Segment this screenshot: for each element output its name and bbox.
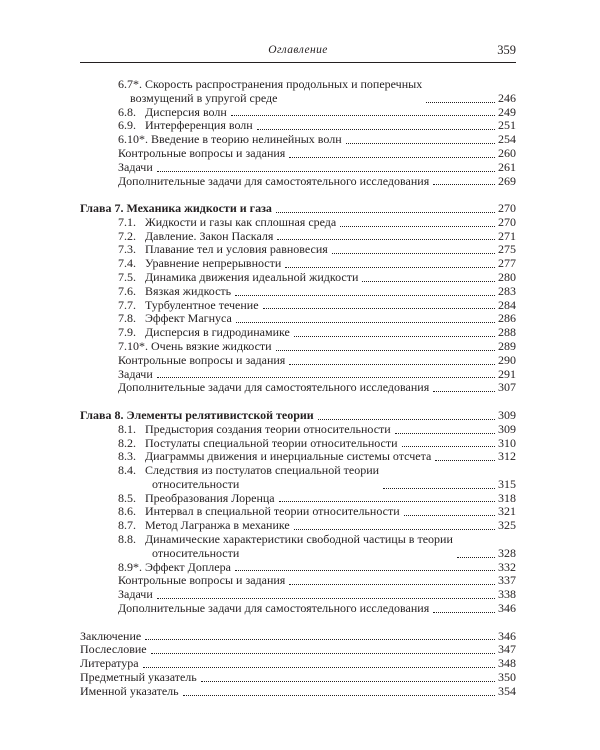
leader-dots (426, 102, 495, 103)
toc-entry[interactable] (80, 519, 516, 533)
toc-entry-page: 310 (498, 436, 516, 450)
toc-entry-page: 312 (498, 450, 516, 464)
section-group (80, 78, 516, 188)
toc-entry-page: 325 (498, 519, 516, 533)
toc-entry-label: 8.1. Предыстория создания теории относительности (118, 422, 391, 436)
leader-dots (276, 212, 495, 213)
toc-entry-page: 291 (498, 367, 516, 381)
toc-entry-page: 269 (498, 174, 516, 188)
back-matter-group (80, 630, 516, 699)
toc-entry-page: 321 (498, 505, 516, 519)
leader-dots (340, 226, 495, 227)
toc-entry-page: 261 (498, 160, 516, 174)
toc-entry-page: 315 (498, 476, 516, 491)
section-group (80, 423, 516, 616)
running-header (80, 44, 516, 58)
toc-entry[interactable] (80, 299, 516, 313)
toc-entry[interactable] (80, 285, 516, 299)
toc-entry[interactable] (80, 492, 516, 506)
toc-entry-label: 8.4. Следствия из постулатов специальной теории (118, 464, 380, 478)
toc-entry-label: 8.7. Метод Лагранжа в механике (118, 519, 290, 533)
toc-entry-label: 7.8. Эффект Магнуса (118, 312, 232, 326)
leader-dots (289, 157, 495, 158)
chapter-page: 309 (498, 408, 516, 422)
toc-entry-page: 348 (498, 657, 516, 671)
toc-entry-label: Дополнительные задачи для самостоятельного исследования (118, 174, 430, 188)
leader-dots (157, 598, 495, 599)
leader-dots (433, 391, 495, 392)
leader-dots (404, 515, 495, 516)
leader-dots (235, 295, 495, 296)
toc-entry-page: 275 (498, 243, 516, 257)
toc-entry[interactable] (80, 381, 516, 395)
toc-entry-label: 6.8. Дисперсия волн (118, 105, 227, 119)
toc-entry-label: 8.2. Постулаты специальной теории относительности (118, 436, 398, 450)
toc-entry[interactable] (80, 602, 516, 616)
toc-entry[interactable] (80, 368, 516, 382)
toc-entry[interactable] (80, 271, 516, 285)
toc-entry-page: 260 (498, 146, 516, 160)
leader-dots (183, 695, 495, 696)
toc-entry-label: Контрольные вопросы и задания (118, 574, 286, 588)
leader-dots (279, 501, 495, 502)
toc-entry[interactable] (80, 671, 516, 685)
toc-entry[interactable] (80, 161, 516, 175)
toc-entry[interactable] (80, 354, 516, 368)
toc-entry-label: 6.10*. Введение в теорию нелинейных волн (118, 133, 342, 147)
toc-entry-label: Задачи (118, 160, 153, 174)
toc-entry-label: Послесловие (80, 643, 147, 657)
leader-dots (145, 639, 495, 640)
leader-dots (395, 433, 495, 434)
toc-entry-label: 7.3. Плавание тел и условия равновесия (118, 243, 328, 257)
toc-entry[interactable] (80, 464, 516, 492)
toc-entry-page: 346 (498, 629, 516, 643)
toc-entry-label: 7.2. Давление. Закон Паскаля (118, 229, 274, 243)
header-rule (80, 62, 516, 63)
leader-dots (157, 171, 495, 172)
toc-entry-page: 290 (498, 353, 516, 367)
toc-entry-label: 8.5. Преобразования Лоренца (118, 491, 275, 505)
toc-entry-label: Именной указатель (80, 684, 179, 698)
toc-entry[interactable] (80, 450, 516, 464)
leader-dots (433, 612, 495, 613)
toc-entry-label: Заключение (80, 629, 142, 643)
toc-entry-page: 347 (498, 643, 516, 657)
toc-entry[interactable] (80, 657, 516, 671)
toc-entry-page: 283 (498, 284, 516, 298)
toc-entry[interactable] (80, 685, 516, 699)
toc-entry[interactable] (80, 78, 516, 106)
leader-dots (231, 115, 495, 116)
toc-entry-label: Задачи (118, 588, 153, 602)
toc-entry-page: 350 (498, 670, 516, 684)
toc-entry[interactable] (80, 312, 516, 326)
toc-entry-label: 7.7. Турбулентное течение (118, 298, 259, 312)
toc-entry-label: 8.3. Диаграммы движения и инерциальные системы отсчета (118, 450, 432, 464)
toc-entry-page: 318 (498, 491, 516, 505)
toc-entry[interactable] (80, 119, 516, 133)
toc-entry-label: 7.9. Дисперсия в гидродинамике (118, 326, 290, 340)
toc-entry-page: 251 (498, 119, 516, 133)
toc-entry-label-cont: относительности (152, 476, 240, 491)
toc-entry-label: 8.9*. Эффект Доплера (118, 560, 231, 574)
leader-dots (289, 584, 495, 585)
leader-dots (294, 336, 495, 337)
leader-dots (157, 377, 495, 378)
toc-entry[interactable] (80, 340, 516, 354)
toc-entry-page: 249 (498, 105, 516, 119)
leader-dots (143, 667, 495, 668)
chapter-title: Глава 7. Механика жидкости и газа (80, 202, 272, 216)
toc-entry-label: Дополнительные задачи для самостоятельного исследования (118, 602, 430, 616)
toc-entry-label: 6.9. Интерференция волн (118, 119, 253, 133)
toc-entry-page: 254 (498, 133, 516, 147)
toc-entry-label: Предметный указатель (80, 670, 197, 684)
toc-entry-label: 7.10*. Очень вязкие жидкости (118, 340, 272, 354)
toc-entry-label: Литература (80, 657, 139, 671)
toc-entry-page: 338 (498, 588, 516, 602)
leader-dots (457, 557, 495, 558)
toc-entry[interactable] (80, 133, 516, 147)
leader-dots (433, 184, 495, 185)
toc-entry[interactable] (80, 630, 516, 644)
toc-entry-label: 8.8. Динамические характеристики свободной частицы в теории (118, 533, 453, 547)
toc-entry-label: Контрольные вопросы и задания (118, 353, 286, 367)
toc-entry-label: Дополнительные задачи для самостоятельного исследования (118, 381, 430, 395)
table-of-contents (80, 78, 516, 699)
toc-entry-page: 354 (498, 684, 516, 698)
leader-dots (277, 239, 495, 240)
toc-entry[interactable] (80, 106, 516, 120)
leader-dots (285, 267, 495, 268)
toc-entry-page: 289 (498, 340, 516, 354)
leader-dots (236, 322, 495, 323)
toc-entry-page: 271 (498, 229, 516, 243)
section-group (80, 216, 516, 395)
leader-dots (235, 570, 495, 571)
toc-entry[interactable] (80, 643, 516, 657)
toc-entry-page: 280 (498, 271, 516, 285)
chapter-7-entry[interactable] (80, 202, 516, 216)
toc-entry-page: 337 (498, 574, 516, 588)
leader-dots (435, 460, 495, 461)
toc-entry[interactable] (80, 216, 516, 230)
toc-entry-page: 284 (498, 298, 516, 312)
leader-dots (201, 681, 495, 682)
toc-entry[interactable] (80, 230, 516, 244)
header-title: Оглавление (268, 44, 328, 56)
toc-entry-page: 328 (498, 545, 516, 560)
leader-dots (151, 653, 495, 654)
toc-entry-label: Контрольные вопросы и задания (118, 146, 286, 160)
toc-entry-page: 288 (498, 326, 516, 340)
leader-dots (332, 253, 495, 254)
toc-entry-page: 246 (498, 90, 516, 105)
leader-dots (289, 364, 495, 365)
leader-dots (402, 446, 495, 447)
toc-entry-label-cont: относительности (152, 545, 240, 560)
toc-entry-page: 286 (498, 312, 516, 326)
toc-entry[interactable] (80, 423, 516, 437)
toc-entry-page: 309 (498, 422, 516, 436)
toc-entry[interactable] (80, 574, 516, 588)
toc-entry-label-cont: возмущений в упругой среде (130, 90, 278, 105)
chapter-title: Глава 8. Элементы релятивистской теории (80, 408, 314, 422)
leader-dots (318, 419, 495, 420)
toc-entry-label: 6.7*. Скорость распространения продольных и поперечных (118, 78, 423, 91)
toc-entry[interactable] (80, 243, 516, 257)
toc-entry[interactable] (80, 533, 516, 561)
leader-dots (346, 143, 495, 144)
toc-entry-page: 332 (498, 560, 516, 574)
toc-entry[interactable] (80, 257, 516, 271)
toc-entry-page: 346 (498, 602, 516, 616)
toc-entry[interactable] (80, 588, 516, 602)
leader-dots (276, 350, 495, 351)
toc-entry[interactable] (80, 175, 516, 189)
toc-entry-label: 8.6. Интервал в специальной теории относительности (118, 505, 400, 519)
toc-entry[interactable] (80, 147, 516, 161)
leader-dots (383, 488, 495, 489)
toc-entry-label: 7.4. Уравнение непрерывности (118, 257, 282, 271)
toc-entry[interactable] (80, 326, 516, 340)
toc-entry-page: 307 (498, 381, 516, 395)
toc-entry-page: 270 (498, 215, 516, 229)
chapter-page: 270 (498, 202, 516, 216)
page-number: 359 (497, 43, 516, 57)
leader-dots (257, 129, 495, 130)
leader-dots (362, 281, 495, 282)
leader-dots (294, 529, 495, 530)
chapter-8-entry[interactable] (80, 409, 516, 423)
leader-dots (263, 308, 495, 309)
toc-entry-label: Задачи (118, 367, 153, 381)
toc-entry[interactable] (80, 561, 516, 575)
toc-entry-label: 7.1. Жидкости и газы как сплошная среда (118, 215, 337, 229)
toc-entry-label: 7.5. Динамика движения идеальной жидкости (118, 271, 359, 285)
toc-entry-label: 7.6. Вязкая жидкость (118, 284, 232, 298)
toc-entry[interactable] (80, 505, 516, 519)
toc-entry-page: 277 (498, 257, 516, 271)
toc-entry[interactable] (80, 437, 516, 451)
